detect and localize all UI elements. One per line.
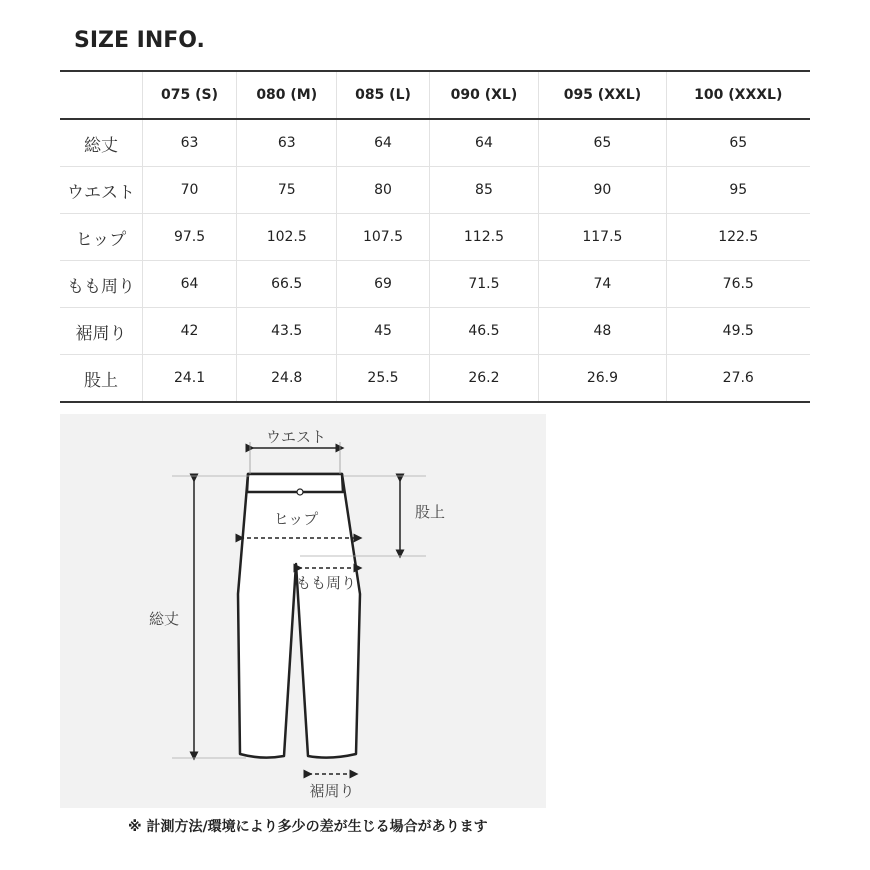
table-cell: 69 — [337, 261, 429, 308]
table-cell: 75 — [237, 167, 337, 214]
table-row — [60, 119, 810, 167]
table-cell: 76.5 — [666, 261, 810, 308]
button-icon — [297, 489, 303, 495]
measurement-diagram — [60, 414, 546, 808]
table-row — [60, 167, 810, 214]
table-cell: 48 — [539, 308, 666, 355]
table-cell: 46.5 — [429, 308, 539, 355]
table-cell: 90 — [539, 167, 666, 214]
table-cell: 27.6 — [666, 355, 810, 403]
hip-label: ヒップ — [273, 510, 319, 528]
row-label: もも周り — [60, 261, 143, 308]
pants-diagram-svg — [60, 414, 546, 808]
table-cell: 64 — [337, 119, 429, 167]
page-title: SIZE INFO. — [74, 28, 205, 53]
size-table — [60, 70, 810, 403]
table-cell: 71.5 — [429, 261, 539, 308]
table-cell: 66.5 — [237, 261, 337, 308]
waist-label: ウエスト — [265, 428, 327, 446]
table-cell: 26.9 — [539, 355, 666, 403]
table-cell: 42 — [143, 308, 237, 355]
table-row — [60, 214, 810, 261]
table-cell: 80 — [337, 167, 429, 214]
table-row — [60, 355, 810, 403]
table-cell: 112.5 — [429, 214, 539, 261]
column-header: 080 (M) — [237, 71, 337, 119]
column-header: 095 (XXL) — [539, 71, 666, 119]
row-label: ウエスト — [60, 167, 143, 214]
table-row — [60, 261, 810, 308]
measurement-note: ※ 計測方法/環境により多少の差が生じる場合があります — [128, 819, 488, 835]
row-label: 総丈 — [60, 119, 143, 167]
column-header: 085 (L) — [337, 71, 429, 119]
table-cell: 43.5 — [237, 308, 337, 355]
table-cell: 63 — [143, 119, 237, 167]
hem-label: 裾周り — [309, 782, 355, 800]
table-corner-cell — [60, 71, 143, 119]
row-label: ヒップ — [60, 214, 143, 261]
table-header-row — [60, 71, 810, 119]
table-cell: 70 — [143, 167, 237, 214]
table-cell: 122.5 — [666, 214, 810, 261]
column-header: 090 (XL) — [429, 71, 539, 119]
table-row — [60, 308, 810, 355]
table-cell: 25.5 — [337, 355, 429, 403]
table-cell: 26.2 — [429, 355, 539, 403]
table-cell: 95 — [666, 167, 810, 214]
table-cell: 85 — [429, 167, 539, 214]
table-cell: 63 — [237, 119, 337, 167]
table-cell: 64 — [143, 261, 237, 308]
table-cell: 117.5 — [539, 214, 666, 261]
table-cell: 65 — [539, 119, 666, 167]
row-label: 裾周り — [60, 308, 143, 355]
row-label: 股上 — [60, 355, 143, 403]
table-cell: 102.5 — [237, 214, 337, 261]
table-cell: 24.8 — [237, 355, 337, 403]
table-cell: 97.5 — [143, 214, 237, 261]
table-cell: 64 — [429, 119, 539, 167]
table-cell: 24.1 — [143, 355, 237, 403]
column-header: 075 (S) — [143, 71, 237, 119]
table-cell: 49.5 — [666, 308, 810, 355]
table-cell: 107.5 — [337, 214, 429, 261]
length-label: 総丈 — [148, 610, 180, 628]
rise-label: 股上 — [414, 503, 446, 521]
table-cell: 45 — [337, 308, 429, 355]
thigh-label: もも周り — [295, 574, 357, 592]
column-header: 100 (XXXL) — [666, 71, 810, 119]
table-cell: 65 — [666, 119, 810, 167]
table-cell: 74 — [539, 261, 666, 308]
